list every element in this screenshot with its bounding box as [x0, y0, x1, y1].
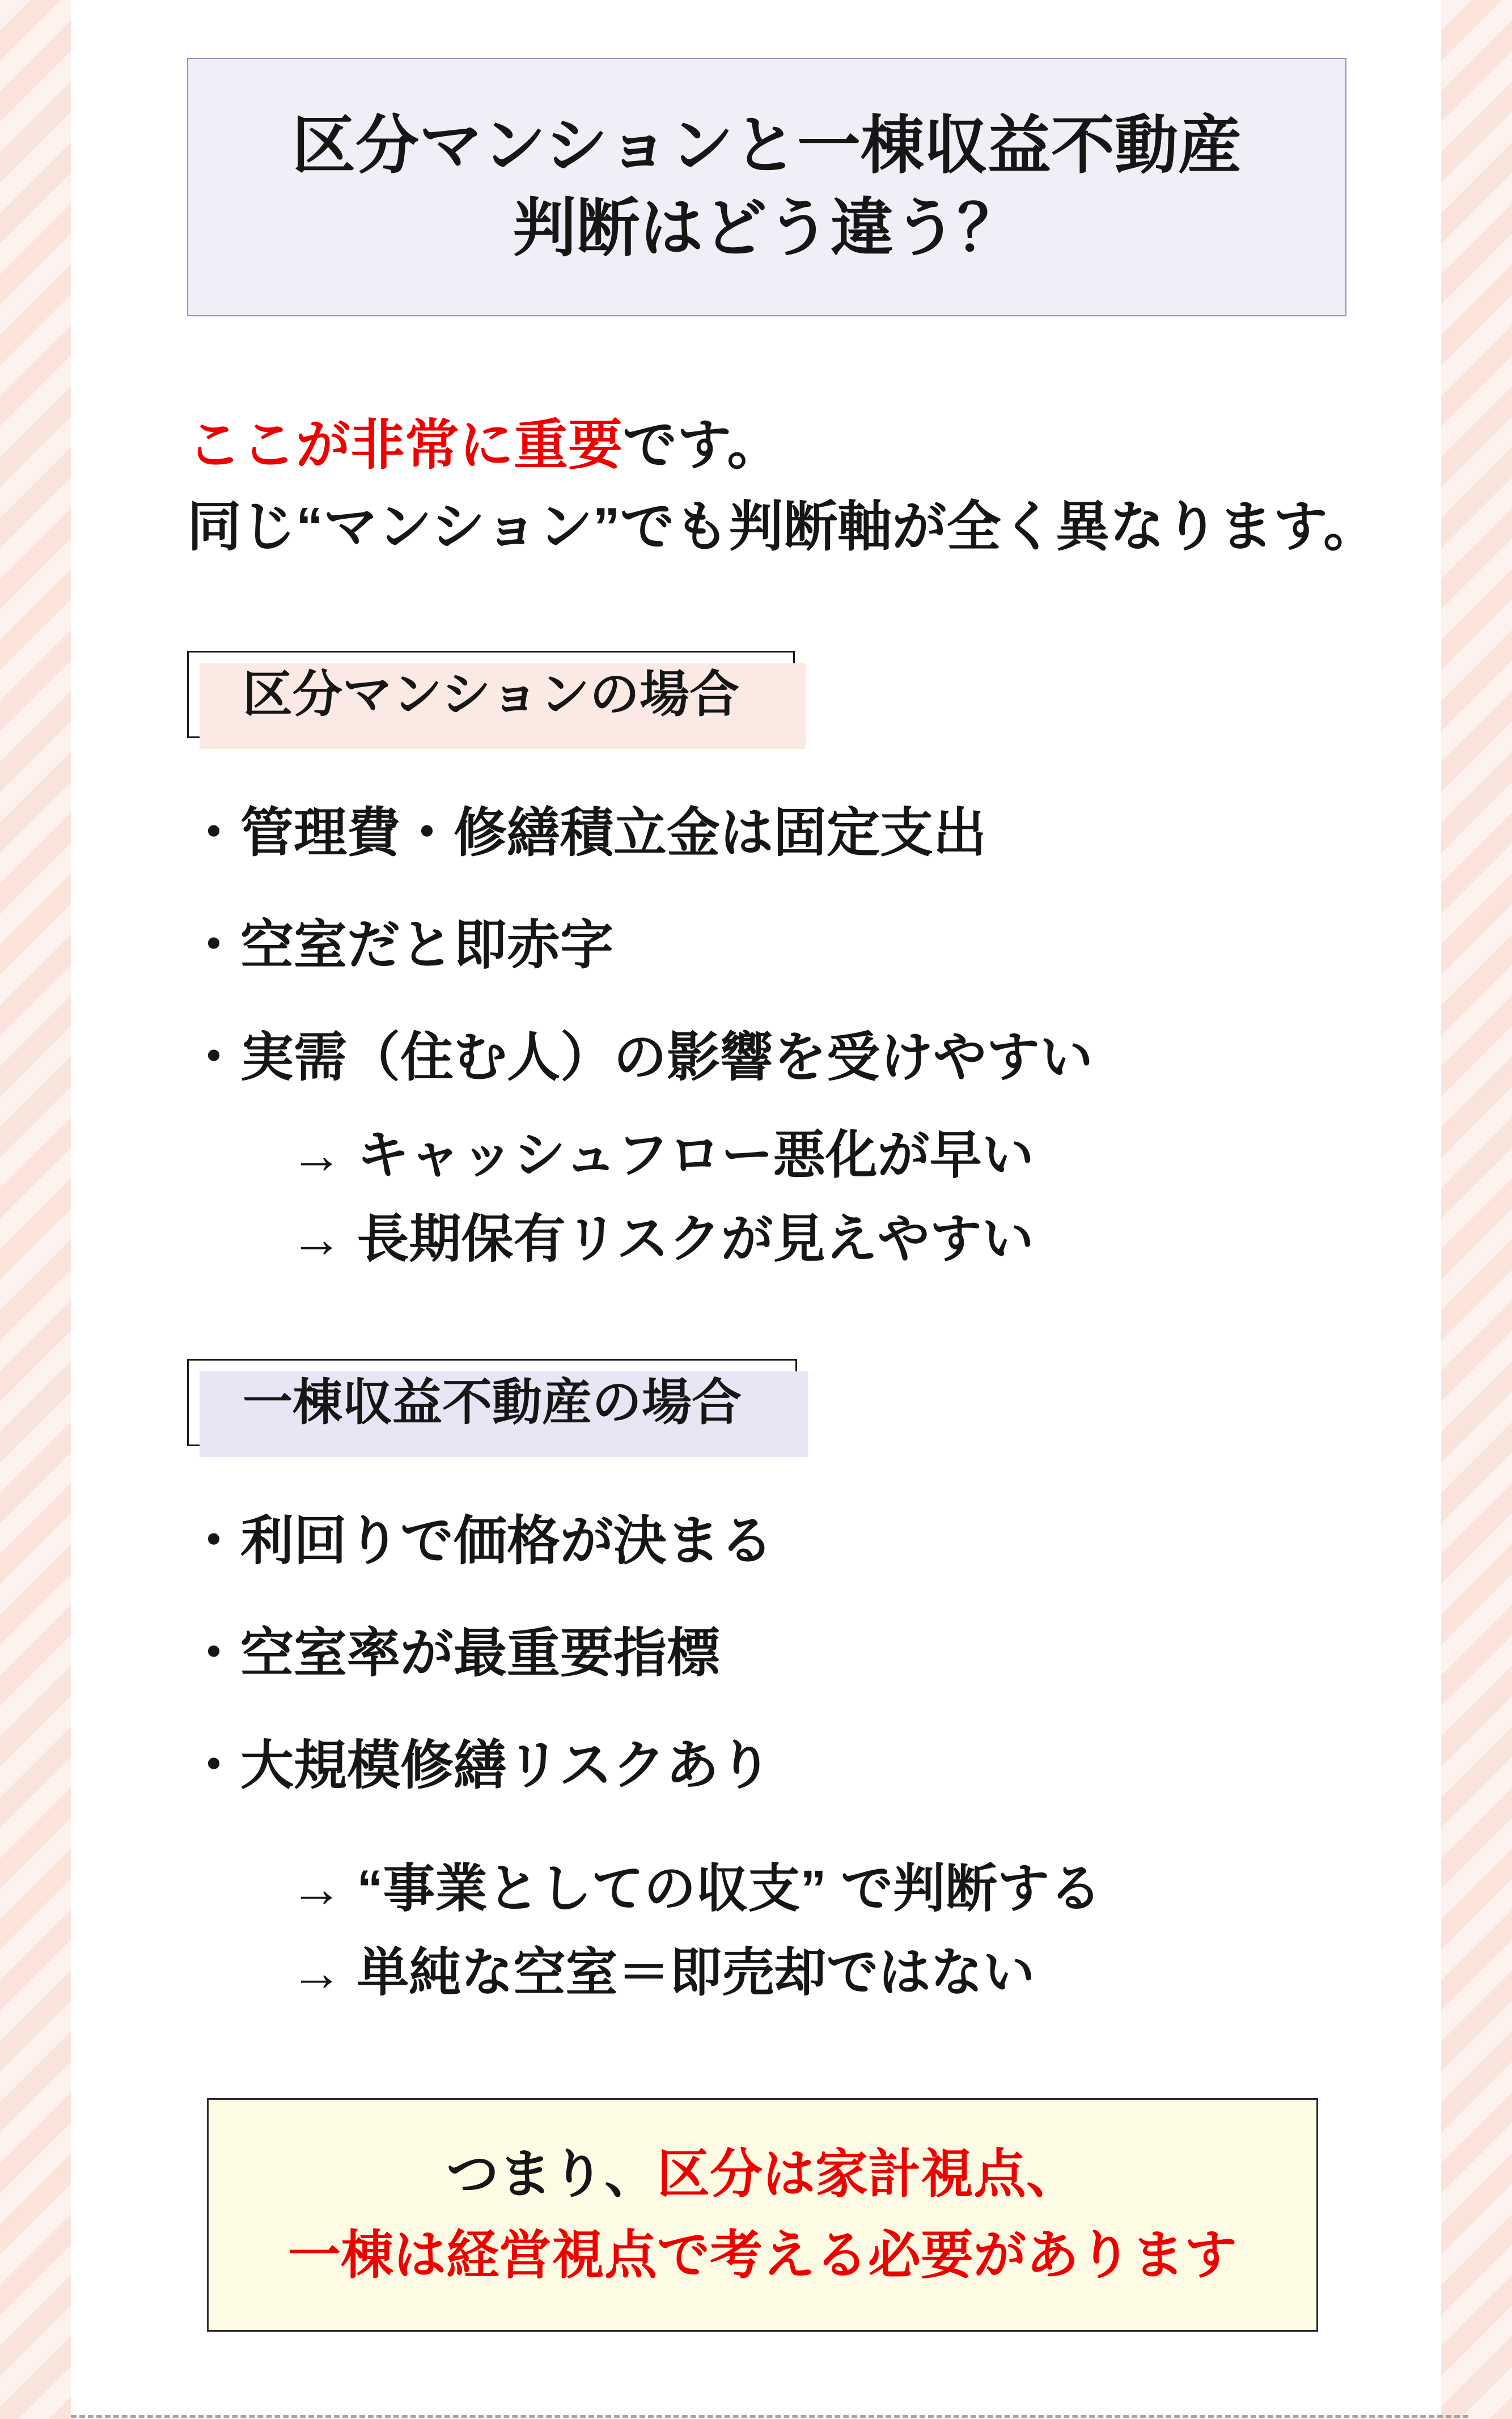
section-b-bullet-1: ・利回りで価格が決まる	[187, 1511, 774, 1570]
section-a-bullet-3: ・実需（住む人）の影響を受けやすい	[187, 1027, 1094, 1087]
section-b-bullet-list	[187, 1511, 1346, 1795]
conclusion-box	[207, 2098, 1318, 2332]
conclusion-line-2: 一棟は経営視点で考える必要があります	[288, 2226, 1237, 2285]
section-a-bullet-list	[187, 803, 1346, 1087]
conclusion-prefix-text: つまり、	[446, 2145, 657, 2204]
section-b-label-row	[187, 1359, 1346, 1446]
section-b-arrow-1: → “事業としての収支” で判断する	[290, 1860, 1102, 1918]
stripe-band-right	[1441, 0, 1512, 2419]
lead-rest-text: です。	[622, 415, 782, 476]
section-b-bullet-3: ・大規模修繕リスクあり	[187, 1735, 773, 1795]
lead-line-1	[187, 415, 1346, 476]
section-a-bullet-1: ・管理費・修繕積立金は固定支出	[187, 803, 987, 862]
conclusion-line-1	[446, 2145, 1079, 2204]
content-column	[187, 0, 1378, 2332]
conclusion-highlight-text: 区分は家計視点、	[657, 2145, 1079, 2204]
next-section-edge	[71, 2415, 1468, 2418]
section-a-label-row	[187, 651, 1346, 738]
page-title-line-2: 判断はどう違う？	[513, 193, 1021, 264]
section-b-arrow-list	[187, 1860, 1346, 2002]
page-title-line-1: 区分マンションと一棟収益不動産	[292, 110, 1242, 181]
section-b-arrow-2: → 単純な空室＝即売却ではない	[290, 1944, 1035, 2002]
section-a-arrow-list	[187, 1126, 1346, 1268]
section-a-bullet-2: ・空室だと即赤字	[187, 915, 614, 975]
section-b-bullet-2: ・空室率が最重要指標	[187, 1623, 721, 1683]
lead-emphasis-text: ここが非常に重要	[187, 415, 622, 476]
section-a-arrow-2: → 長期保有リスクが見えやすい	[290, 1210, 1034, 1268]
section-b-label-text: 一棟収益不動産の場合	[243, 1374, 742, 1430]
section-a-label-box	[187, 651, 795, 738]
stripe-band-left	[0, 0, 71, 2419]
section-a-label-text: 区分マンションの場合	[243, 666, 740, 722]
lead-line-2: 同じ“マンション”でも判断軸が全く異なります。	[187, 497, 1378, 557]
section-b-label-box	[187, 1359, 797, 1446]
section-a-arrow-1: → キャッシュフロー悪化が早い	[290, 1126, 1034, 1184]
title-box	[187, 58, 1346, 316]
